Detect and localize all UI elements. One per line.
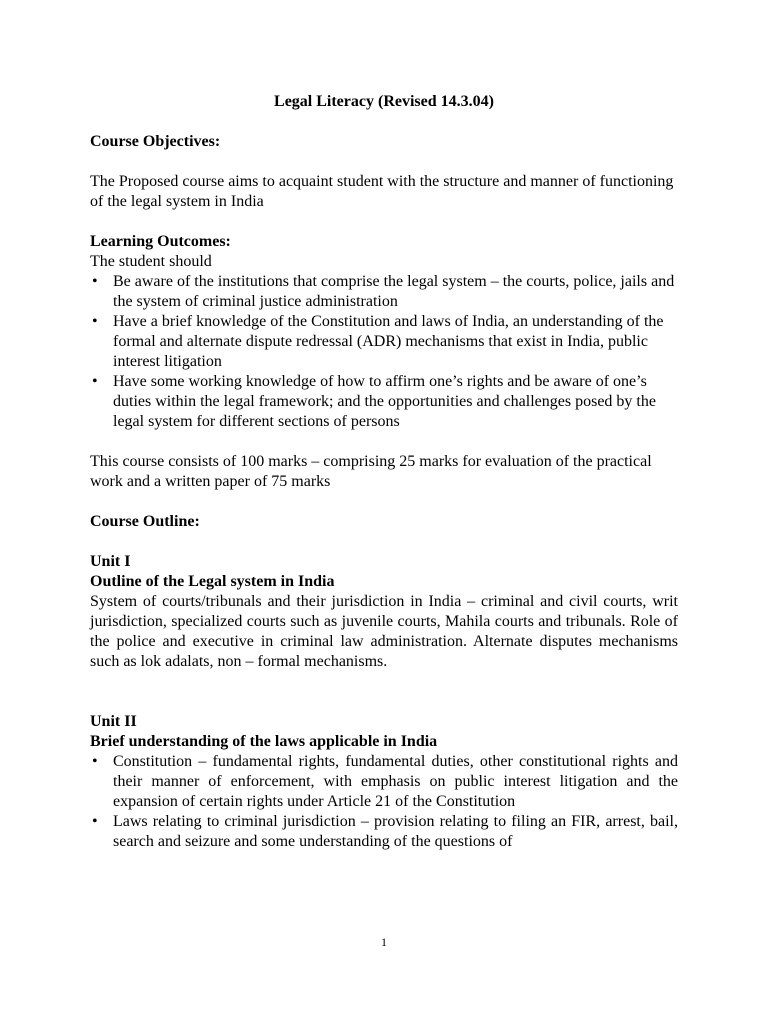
unit-2-list — [90, 752, 678, 852]
list-item — [90, 812, 678, 852]
outcomes-list — [90, 272, 678, 432]
list-item-text: Have some working knowledge of how to affirm one’s rights and be aware of one’s duties within the legal framework; and the opportunities and challenges posed by the legal system for different sections of persons — [113, 373, 656, 430]
objectives-text: The Proposed course aims to acquaint student with the structure and manner of functioning of the legal system in India — [90, 173, 674, 210]
list-item-text: Constitution – fundamental rights, fundamental duties, other constitutional rights and their manner of enforcement, with emphasis on public interest litigation and the expansion of certain rights under Article 21 of the Constitution — [113, 753, 678, 810]
document-title: Legal Literacy (Revised 14.3.04) — [274, 93, 494, 110]
bullet-icon: • — [92, 373, 98, 390]
bullet-icon: • — [92, 273, 98, 290]
list-item-text: Be aware of the institutions that comprise the legal system – the courts, police, jails and the system of criminal justice administration — [113, 273, 675, 310]
list-item-text: Laws relating to criminal jurisdiction – provision relating to filing an FIR, arrest, bail, search and seizure and some understanding of the questions of — [113, 813, 678, 850]
list-item — [90, 312, 678, 372]
unit-1-label: Unit I — [90, 553, 131, 570]
objectives-heading: Course Objectives: — [90, 133, 221, 150]
page-number: 1 — [381, 935, 387, 949]
list-item — [90, 372, 678, 432]
list-item — [90, 752, 678, 812]
outline-heading: Course Outline: — [90, 513, 200, 530]
unit-2-label: Unit II — [90, 713, 137, 730]
unit-1-heading: Outline of the Legal system in India — [90, 573, 335, 590]
bullet-icon: • — [92, 813, 98, 830]
outcomes-intro: The student should — [90, 253, 212, 270]
list-item-text: Have a brief knowledge of the Constitution and laws of India, an understanding of the formal and alternate dispute redressal (ADR) mechanisms that exist in India, public interest litigation — [113, 313, 664, 370]
unit-2-heading: Brief understanding of the laws applicable in India — [90, 733, 438, 750]
bullet-icon: • — [92, 753, 98, 770]
marks-text: This course consists of 100 marks – comprising 25 marks for evaluation of the practical work and a written paper of 75 marks — [90, 453, 652, 490]
document-body — [90, 92, 678, 852]
unit-1-text: System of courts/tribunals and their jurisdiction in India – criminal and civil courts, writ jurisdiction, specialized courts such as juvenile courts, Mahila courts and tribunals. Role of the police and executive in criminal law administration. Alternate disputes mechanisms such as lok adalats, non – formal mechanisms. — [90, 593, 678, 670]
list-item — [90, 272, 678, 312]
outcomes-heading: Learning Outcomes: — [90, 233, 231, 250]
bullet-icon: • — [92, 313, 98, 330]
